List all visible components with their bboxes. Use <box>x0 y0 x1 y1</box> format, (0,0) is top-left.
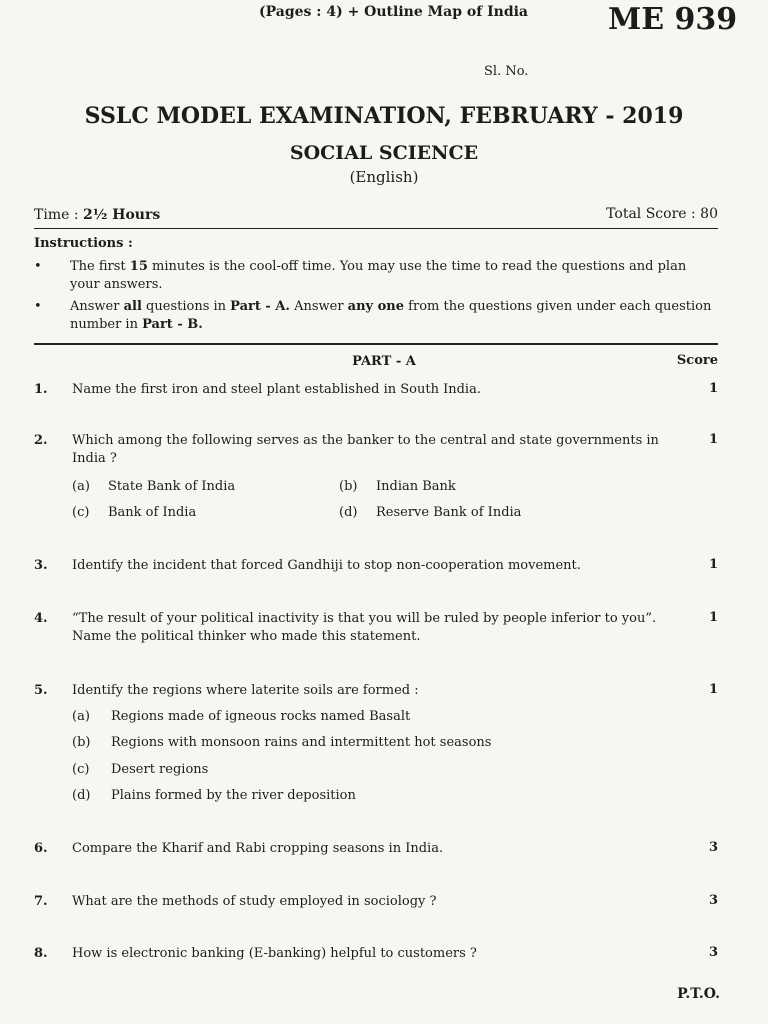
question-text: Which among the following serves as the banker to the central and state governments in India ? <box>72 433 659 466</box>
question-text: How is electronic banking (E-banking) helpful to customers ? <box>72 946 477 961</box>
question-score: 3 <box>708 945 718 960</box>
instruction-2-text-d: Part - A. <box>230 299 290 314</box>
option-text: Regions made of igneous rocks named Basalt <box>111 709 411 724</box>
bullet-icon: • <box>34 259 42 274</box>
question-score: 1 <box>708 557 718 572</box>
instruction-2-text-c: questions in <box>141 299 231 314</box>
total-score: Total Score : 80 <box>606 206 718 222</box>
option-text: Regions with monsoon rains and intermittent hot seasons <box>111 735 492 750</box>
instruction-2-text-f: any one <box>347 299 405 314</box>
score-column-heading: Score <box>676 353 718 368</box>
question-text: Identify the incident that forced Gandhiji to stop non-cooperation movement. <box>72 558 581 573</box>
question-number: 4. <box>34 611 48 626</box>
question-number: 5. <box>34 683 48 698</box>
question-score: 1 <box>708 610 718 625</box>
exam-title: SSLC MODEL EXAMINATION, FEBRUARY - 2019 <box>84 103 684 129</box>
instruction-1-text-b: 15 <box>129 259 148 274</box>
option-label: (c) <box>72 505 90 520</box>
time-allowed <box>34 207 160 223</box>
question-text: Name the first iron and steel plant established in South India. <box>72 382 481 397</box>
instruction-1 <box>70 258 720 294</box>
instructions-divider <box>34 343 718 345</box>
instruction-2-text-b: all <box>123 299 142 314</box>
instruction-2-text-e: Answer <box>289 299 348 314</box>
subject-title: SOCIAL SCIENCE <box>289 142 479 164</box>
instruction-2-text-a: Answer <box>70 299 124 314</box>
question-text: Compare the Kharif and Rabi cropping seasons in India. <box>72 841 444 856</box>
option-label: (d) <box>339 505 358 520</box>
language-label: (English) <box>349 168 419 186</box>
question-number: 8. <box>34 946 48 961</box>
pages-note: (Pages : 4) + Outline Map of India <box>259 4 528 20</box>
part-heading: PART - A <box>352 354 416 369</box>
instruction-2 <box>70 298 720 334</box>
exam-code: ME 939 <box>608 2 738 37</box>
question-number: 6. <box>34 841 48 856</box>
time-label: Time : <box>34 207 83 223</box>
option-text: Bank of India <box>108 505 197 520</box>
option-text: Desert regions <box>111 762 209 777</box>
question-text: What are the methods of study employed in sociology ? <box>72 894 437 909</box>
question-score: 3 <box>708 893 718 908</box>
header-divider <box>34 228 718 229</box>
question-score: 1 <box>708 381 718 396</box>
question-score: 1 <box>708 682 718 697</box>
option-text: State Bank of India <box>108 479 236 494</box>
instructions-heading: Instructions : <box>34 236 133 251</box>
option-label: (a) <box>72 479 90 494</box>
page-turn-over: P.T.O. <box>677 986 720 1002</box>
question-number: 7. <box>34 894 48 909</box>
option-label: (b) <box>72 735 91 750</box>
option-label: (c) <box>72 762 90 777</box>
option-text: Reserve Bank of India <box>376 505 522 520</box>
question-score: 1 <box>708 432 718 447</box>
question-score: 3 <box>708 840 718 855</box>
question-number: 1. <box>34 382 48 397</box>
instruction-1-text-c: minutes is the cool-off time. You may use the time to read the questions and plan your answers. <box>70 259 687 292</box>
bullet-icon: • <box>34 299 42 314</box>
option-label: (d) <box>72 788 91 803</box>
question-number: 2. <box>34 433 48 448</box>
instruction-2-text-h: Part - B. <box>142 317 203 332</box>
serial-number-label: Sl. No. <box>484 64 529 79</box>
option-text: Indian Bank <box>376 479 456 494</box>
option-label: (a) <box>72 709 90 724</box>
time-value: 2½ Hours <box>83 207 161 223</box>
option-label: (b) <box>339 479 358 494</box>
question-text: “The result of your political inactivity is that you will be ruled by people inferior to you”. Name the political thinker who made this statement. <box>72 611 657 644</box>
option-text: Plains formed by the river deposition <box>111 788 356 803</box>
instruction-2-text-g: from the questions given under each question number in <box>70 299 712 332</box>
question-number: 3. <box>34 558 48 573</box>
instruction-1-text-a: The first <box>70 259 130 274</box>
question-text: Identify the regions where laterite soils are formed : <box>72 683 419 698</box>
